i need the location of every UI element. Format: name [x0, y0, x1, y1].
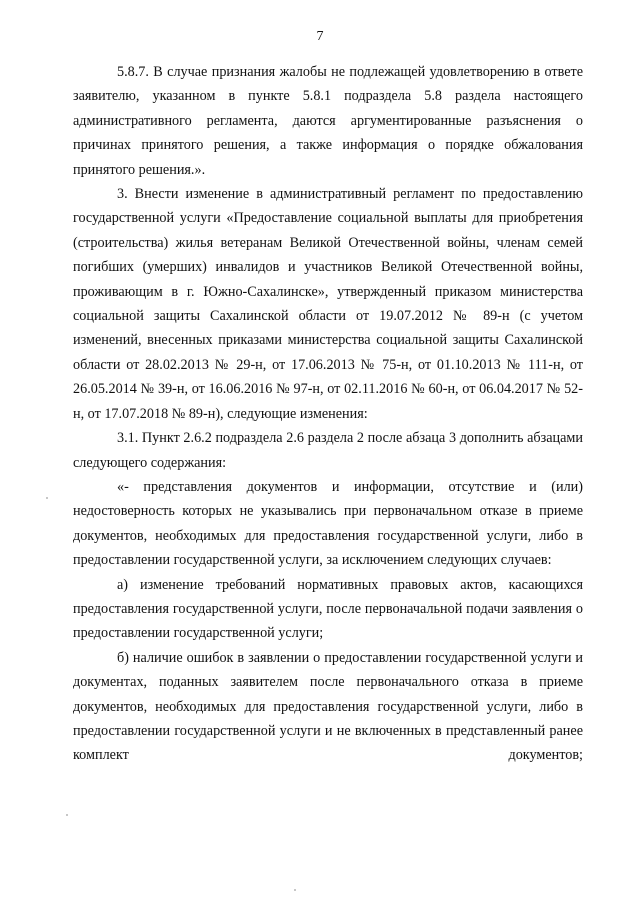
paragraph-3-amendment: 3. Внести изменение в административный регламент по предоставлению государственной услуги «Предоставление социальной выплаты для приобретения (строительства) жилья ветеранам Великой Отечественной войны, членам семей погибших (умерших) инвалидов и участников Великой Отечественной войны, проживающим в г. Южно-Сахалинске», утвержденный приказом министерства социальной защиты Сахалинской области от 19.07.2012 № 89-н (с учетом изменений, внесенных приказами министерства социальной защиты Сахалинской области от 28.02.2013 № 29-н, от 17.06.2013 № 75-н, от 01.10.2013 № 111-н, от 26.05.2014 № 39-н, от 16.06.2016 № 97-н, от 02.11.2016 № 60-н, от 06.04.2017 № 52-н, от 17.07.2018 № 89-н), следующие изменения:	[73, 186, 583, 422]
paragraph-3-1: 3.1. Пункт 2.6.2 подраздела 2.6 раздела 2 после абзаца 3 дополнить абзацами следующего содержания:	[73, 430, 583, 471]
scan-speck	[66, 814, 68, 816]
paragraph-item-a: а) изменение требований нормативных правовых актов, касающихся предоставления государственной услуги, после первоначальной подачи заявления о предоставлении государственной услуги;	[73, 576, 583, 642]
scan-speck	[46, 497, 48, 499]
document-body	[73, 60, 583, 768]
paragraph-5-8-7: 5.8.7. В случае признания жалобы не подлежащей удовлетворению в ответе заявителю, указанном в пункте 5.8.1 подраздела 5.8 раздела настоящего административного регламента, даются аргументированные разъяснения о причинах принятого решения, а также информация о порядке обжалования принятого решения.».	[73, 64, 583, 178]
paragraph-item-b: б) наличие ошибок в заявлении о предоставлении государственной услуги и документах, поданных заявителем после первоначального отказа в приеме документов, необходимых для предоставления государственной услуги, либо в предоставлении государственной услуги и не включенных в представленный ранее комплект документов;	[73, 649, 583, 764]
paragraph-quoted-item: «- представления документов и информации, отсутствие и (или) недостоверность которых не указывались при первоначальном отказе в приеме документов, необходимых для предоставления государственной услуги, либо в предоставлении государственной услуги, за исключением следующих случаев:	[73, 478, 583, 569]
page-number: 7	[316, 29, 324, 44]
scan-speck	[294, 889, 296, 891]
